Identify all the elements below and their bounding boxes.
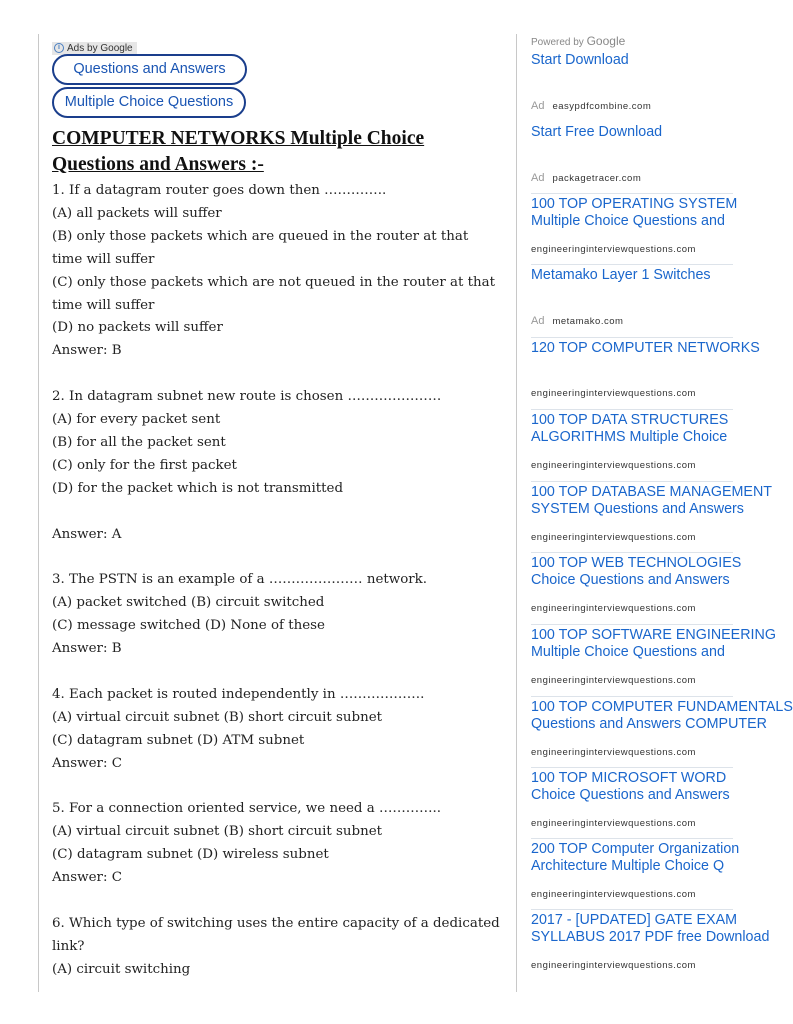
page-title-line-2: Questions and Answers :- [52,154,264,175]
answer-option: (A) packet switched (B) circuit switched [52,595,325,611]
ad-domain[interactable]: engineeringinterviewquestions.com [531,889,696,900]
ad-headline-link[interactable]: 100 TOP OPERATING SYSTEM [531,196,738,212]
ad-separator [531,767,733,768]
ad-unit[interactable] [531,912,770,971]
ad-headline-link[interactable]: Choice Questions and Answers [531,787,730,803]
ad-headline-link[interactable]: Multiple Choice Questions and [531,644,725,660]
ad-domain[interactable]: packagetracer.com [552,173,642,184]
ad-headline-link[interactable]: 100 TOP COMPUTER FUNDAMENTALS [531,699,793,715]
ad-domain[interactable]: engineeringinterviewquestions.com [531,675,696,686]
ad-source [531,818,733,829]
spacer [52,776,500,799]
ad-unit[interactable] [531,267,733,327]
questions-list [52,180,500,982]
spacer [52,501,500,524]
answer-option: (C) datagram subnet (D) ATM subnet [52,732,305,748]
ad-headline-link[interactable]: 100 TOP DATA STRUCTURES [531,412,729,428]
answer-option: (C) only for the first packet [52,457,237,473]
answer-option: (B) only those packets which are queued in the router at that time will suffer [52,228,469,267]
ad-source [531,747,733,758]
ad-separator [531,264,733,265]
ad-domain[interactable]: engineeringinterviewquestions.com [531,747,696,758]
question-text: 1. If a datagram router goes down then ………….. [52,183,387,198]
spacer [52,363,500,386]
answer-option: (A) circuit switching [52,961,191,977]
ad-unit[interactable] [531,124,733,184]
ad-headline-link[interactable]: Questions and Answers COMPUTER [531,716,767,732]
spacer [52,546,500,569]
ad-source [531,889,733,900]
answer-option: (C) message switched (D) None of these [52,618,325,634]
ad-headline-link[interactable]: SYSTEM Questions and Answers [531,501,744,517]
ad-unit[interactable] [531,770,733,829]
ad-domain[interactable]: engineeringinterviewquestions.com [531,388,696,399]
ad-unit[interactable] [531,484,773,543]
info-icon[interactable]: i [54,43,64,53]
ad-headline-link[interactable]: Start Download [531,52,629,68]
answer-text: Answer: B [52,641,122,657]
ad-separator [531,624,733,625]
answer-option: (D) no packets will suffer [52,320,223,336]
answer-option: (B) for all the packet sent [52,434,226,450]
ad-headline-link[interactable]: 100 TOP DATABASE MANAGEMENT [531,484,773,500]
questions-answers-link-button[interactable]: Questions and Answers [52,54,247,85]
ad-source [531,388,733,399]
question-text: 3. The PSTN is an example of a ………………… network. [52,572,428,588]
ad-domain[interactable]: engineeringinterviewquestions.com [531,244,696,255]
ads-by-google-badge[interactable] [52,42,137,55]
ad-domain[interactable]: engineeringinterviewquestions.com [531,603,696,614]
ad-source [531,960,733,971]
question-block [52,569,500,684]
answer-text: Answer: B [52,343,122,359]
ad-source [531,460,733,471]
ad-sidebar [531,34,793,971]
ad-separator [531,696,733,697]
ad-source [531,100,733,112]
ad-unit[interactable] [531,627,776,686]
ad-domain[interactable]: engineeringinterviewquestions.com [531,460,696,471]
ad-headline-link[interactable]: 200 TOP Computer Organization [531,841,740,857]
ad-headline-link[interactable]: Choice Questions and Answers [531,572,730,588]
ad-separator [531,909,733,910]
ad-source [531,315,733,327]
question-text: 5. For a connection oriented service, we need a ………….. [52,801,442,817]
ad-separator [531,337,733,338]
multiple-choice-link-button[interactable]: Multiple Choice Questions [52,87,246,118]
question-text: 4. Each packet is routed independently in ………………. [52,686,425,702]
ad-unit[interactable] [531,555,742,614]
powered-by-google [531,34,733,50]
answer-option: (A) for every packet sent [52,412,221,428]
ad-unit[interactable] [531,841,740,900]
answer-option: (D) for the packet which is not transmitted [52,480,344,496]
ad-source [531,675,733,686]
answer-text: Answer: A [52,526,122,542]
ad-unit[interactable] [531,52,733,112]
ad-headline-link[interactable]: Metamako Layer 1 Switches [531,267,711,283]
ad-domain[interactable]: engineeringinterviewquestions.com [531,818,696,829]
ad-headline-link[interactable]: Start Free Download [531,124,663,140]
ad-domain[interactable]: easypdfcombine.com [552,101,652,112]
ad-unit[interactable] [531,196,738,255]
ad-source [531,532,733,543]
ad-source [531,172,733,184]
ad-headline-link[interactable]: Architecture Multiple Choice Q [531,858,725,874]
ad-label: Ad [531,315,545,327]
answer-text: Answer: C [52,755,122,771]
ads-badge-label: Ads by Google [67,42,133,54]
question-block [52,386,500,569]
left-divider [38,34,39,992]
page-title [52,126,502,178]
ad-separator [531,481,733,482]
ad-separator [531,838,733,839]
ad-unit[interactable] [531,340,760,399]
ad-separator [531,552,733,553]
ad-domain[interactable]: engineeringinterviewquestions.com [531,532,696,543]
ad-headline-link[interactable]: 100 TOP MICROSOFT WORD [531,770,727,786]
ad-headline-link[interactable]: SYLLABUS 2017 PDF free Download [531,929,770,945]
spacer [52,661,500,684]
ad-source [531,244,733,255]
ad-label: Ad [531,172,545,184]
ad-domain[interactable]: metamako.com [552,316,624,327]
answer-option: (C) only those packets which are not queued in the router at that time will suffer [52,274,495,313]
answer-option: (A) all packets will suffer [52,205,222,221]
question-text: 6. Which type of switching uses the entire capacity of a dedicated link? [52,915,500,954]
ad-headline-link[interactable]: 120 TOP COMPUTER NETWORKS [531,340,760,356]
spacer [52,890,500,913]
ad-separator [531,409,733,410]
answer-option: (A) virtual circuit subnet (B) short circuit subnet [52,824,382,840]
question-block [52,913,500,982]
right-divider [516,34,517,992]
answer-text: Answer: C [52,870,122,886]
question-block [52,684,500,799]
ad-unit[interactable] [531,412,733,471]
main-content [52,34,502,977]
ad-headline-link[interactable]: 100 TOP SOFTWARE ENGINEERING [531,627,776,643]
answer-option: (C) datagram subnet (D) wireless subnet [52,847,329,863]
ad-domain[interactable]: engineeringinterviewquestions.com [531,960,696,971]
powered-by-label: Powered by [531,37,584,48]
google-logo-text: Google [586,34,626,48]
ad-label: Ad [531,100,545,112]
question-block [52,798,500,913]
ad-source [531,603,733,614]
ad-headline-link[interactable]: 2017 - [UPDATED] GATE EXAM [531,912,738,928]
answer-option: (A) virtual circuit subnet (B) short circuit subnet [52,709,382,725]
question-text: 2. In datagram subnet new route is chosen ………………… [52,389,442,405]
question-block [52,180,500,386]
ad-separator [531,193,733,194]
ad-headline-link[interactable]: ALGORITHMS Multiple Choice [531,429,728,445]
page-title-line-1: COMPUTER NETWORKS Multiple Choice [52,128,425,149]
ad-headline-link[interactable]: 100 TOP WEB TECHNOLOGIES [531,555,742,571]
ad-headline-link[interactable]: Multiple Choice Questions and [531,213,725,229]
ad-unit[interactable] [531,699,793,758]
